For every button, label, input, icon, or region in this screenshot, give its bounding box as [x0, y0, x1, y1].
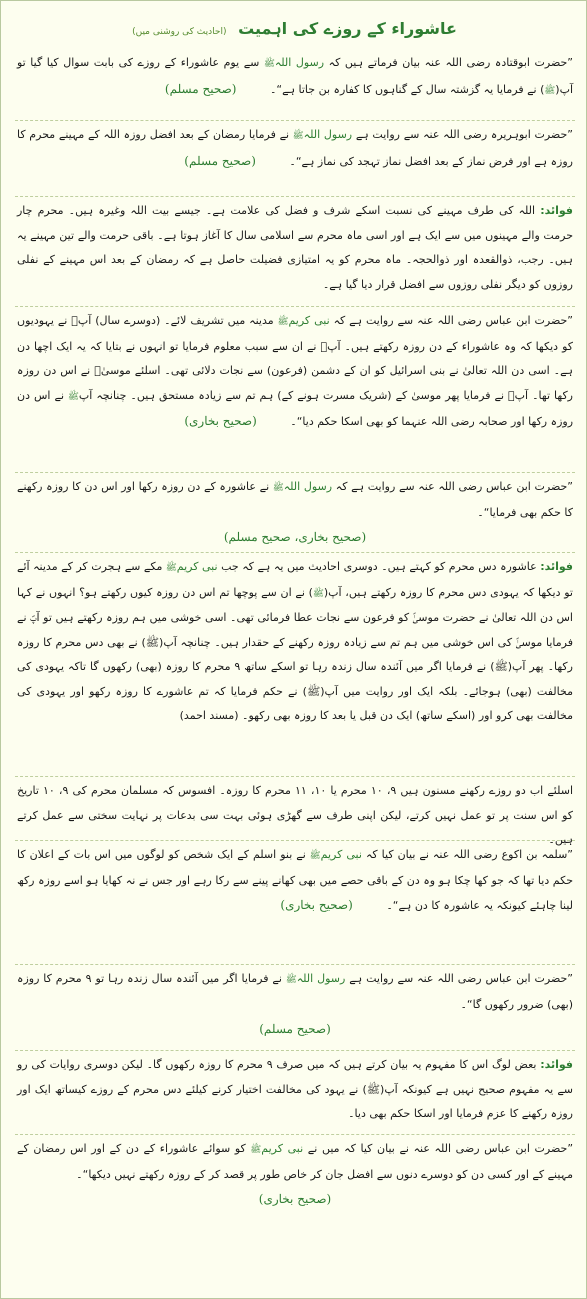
prophet-ref: رسول اللہ [303, 128, 353, 141]
hadith-2 [15, 121, 575, 197]
hadith-4-source: (صحیح بخاری، صحیح مسلم) [223, 530, 367, 544]
prophet-ref: نبی کریم [288, 314, 330, 327]
note-two-fasts-text: اسلئے اب دو روزے رکھنے مسنون ہیں ۹، ۱۰ محرم یا ۱۰، ۱۱ محرم کا روزہ۔ افسوس کہ مسلمان محرم کی ۹، ۱۰ تاریخ کو اس سنت پر تو عمل نہیں کرتے، لیکن اپنی طرف سے گھڑی ہوئی بہت سی بدعات پر نہایت سختی سے عمل کرتے ہیں۔ [17, 784, 574, 846]
pbuh-glyph: ﷺ [277, 317, 289, 327]
prophet-ref: نبی کریم [176, 560, 218, 573]
hadith-3-source: (صحیح بخاری) [184, 414, 257, 428]
fawaid-label: فوائد: [540, 204, 573, 217]
hadith-1-text: ”حضرت ابوقتادہ رضی اللہ عنہ بیان فرماتے ہیں کہ رسول اللہﷺ سے یوم عاشوراء کے روزے کی بابت سوال کیا گیا تو آپ(ﷺ) نے فرمایا یہ گزشتہ سال کے گناہوں کا کفارہ بن جاتا ہے“۔ (صحیح مسلم) [17, 56, 573, 96]
hadith-7 [15, 1135, 575, 1245]
hadith-7-text: ”حضرت ابن عباس رضی اللہ عنہ نے بیان کیا کہ میں نے نبی کریمﷺ کو سوائے عاشوراء کے دن کے اور اس رمضان کے مہینے کے اور کسی دن کو دوسرے دنوں سے افضل جان کر خاص طور پر قصد کر کے روزہ رکھتے نہیں دیکھا“۔ [17, 1142, 574, 1181]
pbuh-glyph: ﷺ [312, 588, 324, 599]
page-title [1, 9, 587, 52]
hadith-1-source: (صحیح مسلم) [164, 81, 237, 96]
title-subtitle: (احادیث کی روشنی میں) [132, 27, 227, 37]
title-text: عاشوراء کے روزے کی اہمیت [238, 19, 457, 38]
hadith-1 [15, 49, 575, 121]
hadith-2-source: (صحیح مسلم) [184, 153, 256, 168]
prophet-ref: رسول اللہ [296, 972, 346, 985]
pbuh-glyph: ﷺ [292, 131, 304, 141]
pbuh-glyph: ﷺ [309, 851, 321, 861]
benefit-2-text: فوائد: عاشورہ دس محرم کو کہتے ہیں۔ دوسری احادیث میں یہ ہے کہ جب نبی کریمﷺ مکے سے ہجرت کر کے مدینہ آئے تو دیکھا کہ یہودی دس محرم کا روزہ رکھتے ہیں، آپ(ﷺ) نے ان سے پوچھا تم اس دن روزہ کیوں رکھتے ہو؟ انہوں نے کہا اس دن اللہ تعالیٰ نے حضرت موسیٰؑ کو فرعون سے نجات عطا فرمائی تھی۔ اسی خوشی میں ہم روزہ رکھتے ہیں تو آپؐ نے فرمایا موسیٰؑ کی اس خوشی میں ہم تم سے زیادہ روزہ رکھنے کے حقدار ہیں۔ چنانچہ آپ(ﷺ) نے بھی دس محرم کا روزہ رکھا۔ پھر آپ(ﷺ) نے فرمایا اگر میں آئندہ سال زندہ رہا تو اسکے ساتھ ۹ محرم کا روزہ (بھی) رکھوں گا تاکہ یہودی کی مخالفت (بھی) ہوجائے۔ بلکہ ایک اور روایت میں آپ(ﷺ) نے حکم فرمایا کہ تم عاشورے کا روزہ رکھو اور یہودی کی مخالفت بھی کرو اور (اسکے ساتھ) ایک دن قبل یا بعد کا روزہ بھی رکھو۔ (مسند احمد) [17, 560, 573, 722]
benefit-3-text: فوائد: بعض لوگ اس کا مفہوم یہ بیان کرتے ہیں کہ میں صرف ۹ محرم کا روزہ رکھوں گا۔ لیکن دوسری روایات کی رو سے یہ مفہوم صحیح نہیں ہے کیونکہ آپ(ﷺ) نے یہود کی مخالفت اختیار کرنے کیلئے دس محرم کے روزے کیساتھ ایک اور روزہ رکھنے کا عزم فرمایا اور اسکا حکم بھی دیا۔ [17, 1058, 573, 1120]
hadith-2-text: ”حضرت ابوہریرہ رضی اللہ عنہ سے روایت ہے رسول اللہﷺ نے فرمایا رمضان کے بعد افضل روزہ اللہ کے مہینے محرم کا روزہ ہے اور فرض نماز کے بعد افضل نماز تہجد کی نماز ہے“۔ (صحیح مسلم) [17, 128, 573, 168]
pbuh-glyph: ﷺ [165, 563, 177, 573]
fawaid-label: فوائد: [540, 1058, 573, 1071]
fawaid-label: فوائد: [540, 560, 573, 573]
pbuh-glyph: ﷺ [250, 1145, 262, 1155]
pbuh-glyph: ﷺ [285, 975, 297, 985]
prophet-ref: نبی کریم [261, 1142, 304, 1155]
prophet-ref: رسول اللہ [283, 480, 333, 493]
prophet-ref: نبی کریم [320, 848, 362, 861]
hadith-3-text: ”حضرت ابن عباس رضی اللہ عنہ سے روایت ہے کہ نبی کریمﷺ مدینہ میں تشریف لائے۔ (دوسرے سال) آپؐ نے یہودیوں کو دیکھا کہ وہ عاشوراء کے دن روزہ رکھتے ہیں۔ آپؐ نے ان سے سبب معلوم فرمایا تو انہوں نے بتایا کہ یہ ایک اچھا دن ہے۔ اسی دن اللہ تعالیٰ نے بنی اسرائیل کو ان کے دشمن (فرعون) سے نجات دلائی تھی۔ اسلئے موسیٰؑ نے اس دن روزہ رکھا تھا۔ آپؐ نے فرمایا پھر موسیٰ کے (شریک مسرت ہونے کے) ہم تم سے زیادہ مستحق ہیں۔ چنانچہ آپﷺ نے اس دن روزہ رکھا اور صحابہ رضی اللہ عنہما کو بھی اسکا حکم دیا“۔ (صحیح بخاری) [17, 314, 573, 428]
pbuh-glyph: ﷺ [68, 391, 79, 402]
hadith-6-source: (صحیح مسلم) [259, 1022, 331, 1036]
hadith-7-source: (صحیح بخاری) [258, 1192, 332, 1206]
benefit-3 [15, 1051, 575, 1135]
hadith-4 [15, 473, 575, 553]
pbuh-glyph: ﷺ [263, 59, 275, 69]
hadith-5 [15, 841, 575, 965]
benefit-2 [15, 553, 575, 777]
benefit-1-text: فوائد: اللہ کی طرف مہینے کی نسبت اسکے شرف و فضل کی علامت ہے۔ جیسے بیت اللہ وغیرہ ہیں۔ محرم چار حرمت والے مہینوں میں سے ایک ہے اور اسی ماہ محرم سے اسلامی سال کا آغاز ہوتا ہے۔ باقی حرمت والے تین مہینے یہ ہیں۔ رجب، ذوالقعدہ اور ذوالحجہ۔ ماہ محرم کو یہ امتیازی فضیلت حاصل ہے کہ رمضان کے بعد اس مہینے کے نفلی روزوں کو دیگر نفلی روزوں سے افضل قرار دیا گیا ہے۔ [17, 204, 573, 291]
benefit-1 [15, 197, 575, 307]
hadith-5-source: (صحیح بخاری) [280, 898, 353, 912]
hadith-5-text: ”سلمہ بن اکوع رضی اللہ عنہ نے بیان کیا کہ نبی کریمﷺ نے بنو اسلم کے ایک شخص کو لوگوں میں اس بات کے اعلان کا حکم دیا تھا کہ جو کھا چکا ہو وہ دن کے باقی حصے میں بھی کھانے پینے سے رکا رہے اور جس نے نہ کھایا ہو اسے روزہ رکھ لینا چاہئے کیونکہ یہ عاشورہ کا دن ہے“۔ (صحیح بخاری) [17, 848, 573, 912]
pbuh-glyph: ﷺ [272, 483, 284, 493]
note-two-fasts [15, 777, 575, 846]
prophet-ref: رسول اللہ [274, 56, 325, 69]
hadith-6 [15, 965, 575, 1051]
hadith-6-text: ”حضرت ابن عباس رضی اللہ عنہ سے روایت ہے رسول اللہﷺ نے فرمایا اگر میں آئندہ سال زندہ رہا تو ۹ محرم کا روزہ (بھی) ضرور رکھوں گا“۔ [17, 972, 573, 1011]
article-body [15, 49, 575, 1245]
hadith-3 [15, 307, 575, 473]
hadith-4-text: ”حضرت ابن عباس رضی اللہ عنہ سے روایت ہے کہ رسول اللہﷺ نے عاشورہ کے دن روزہ رکھا اور اس دن کا روزہ رکھنے کا حکم بھی فرمایا“۔ [17, 480, 573, 519]
pbuh-glyph: ﷺ [544, 85, 556, 96]
